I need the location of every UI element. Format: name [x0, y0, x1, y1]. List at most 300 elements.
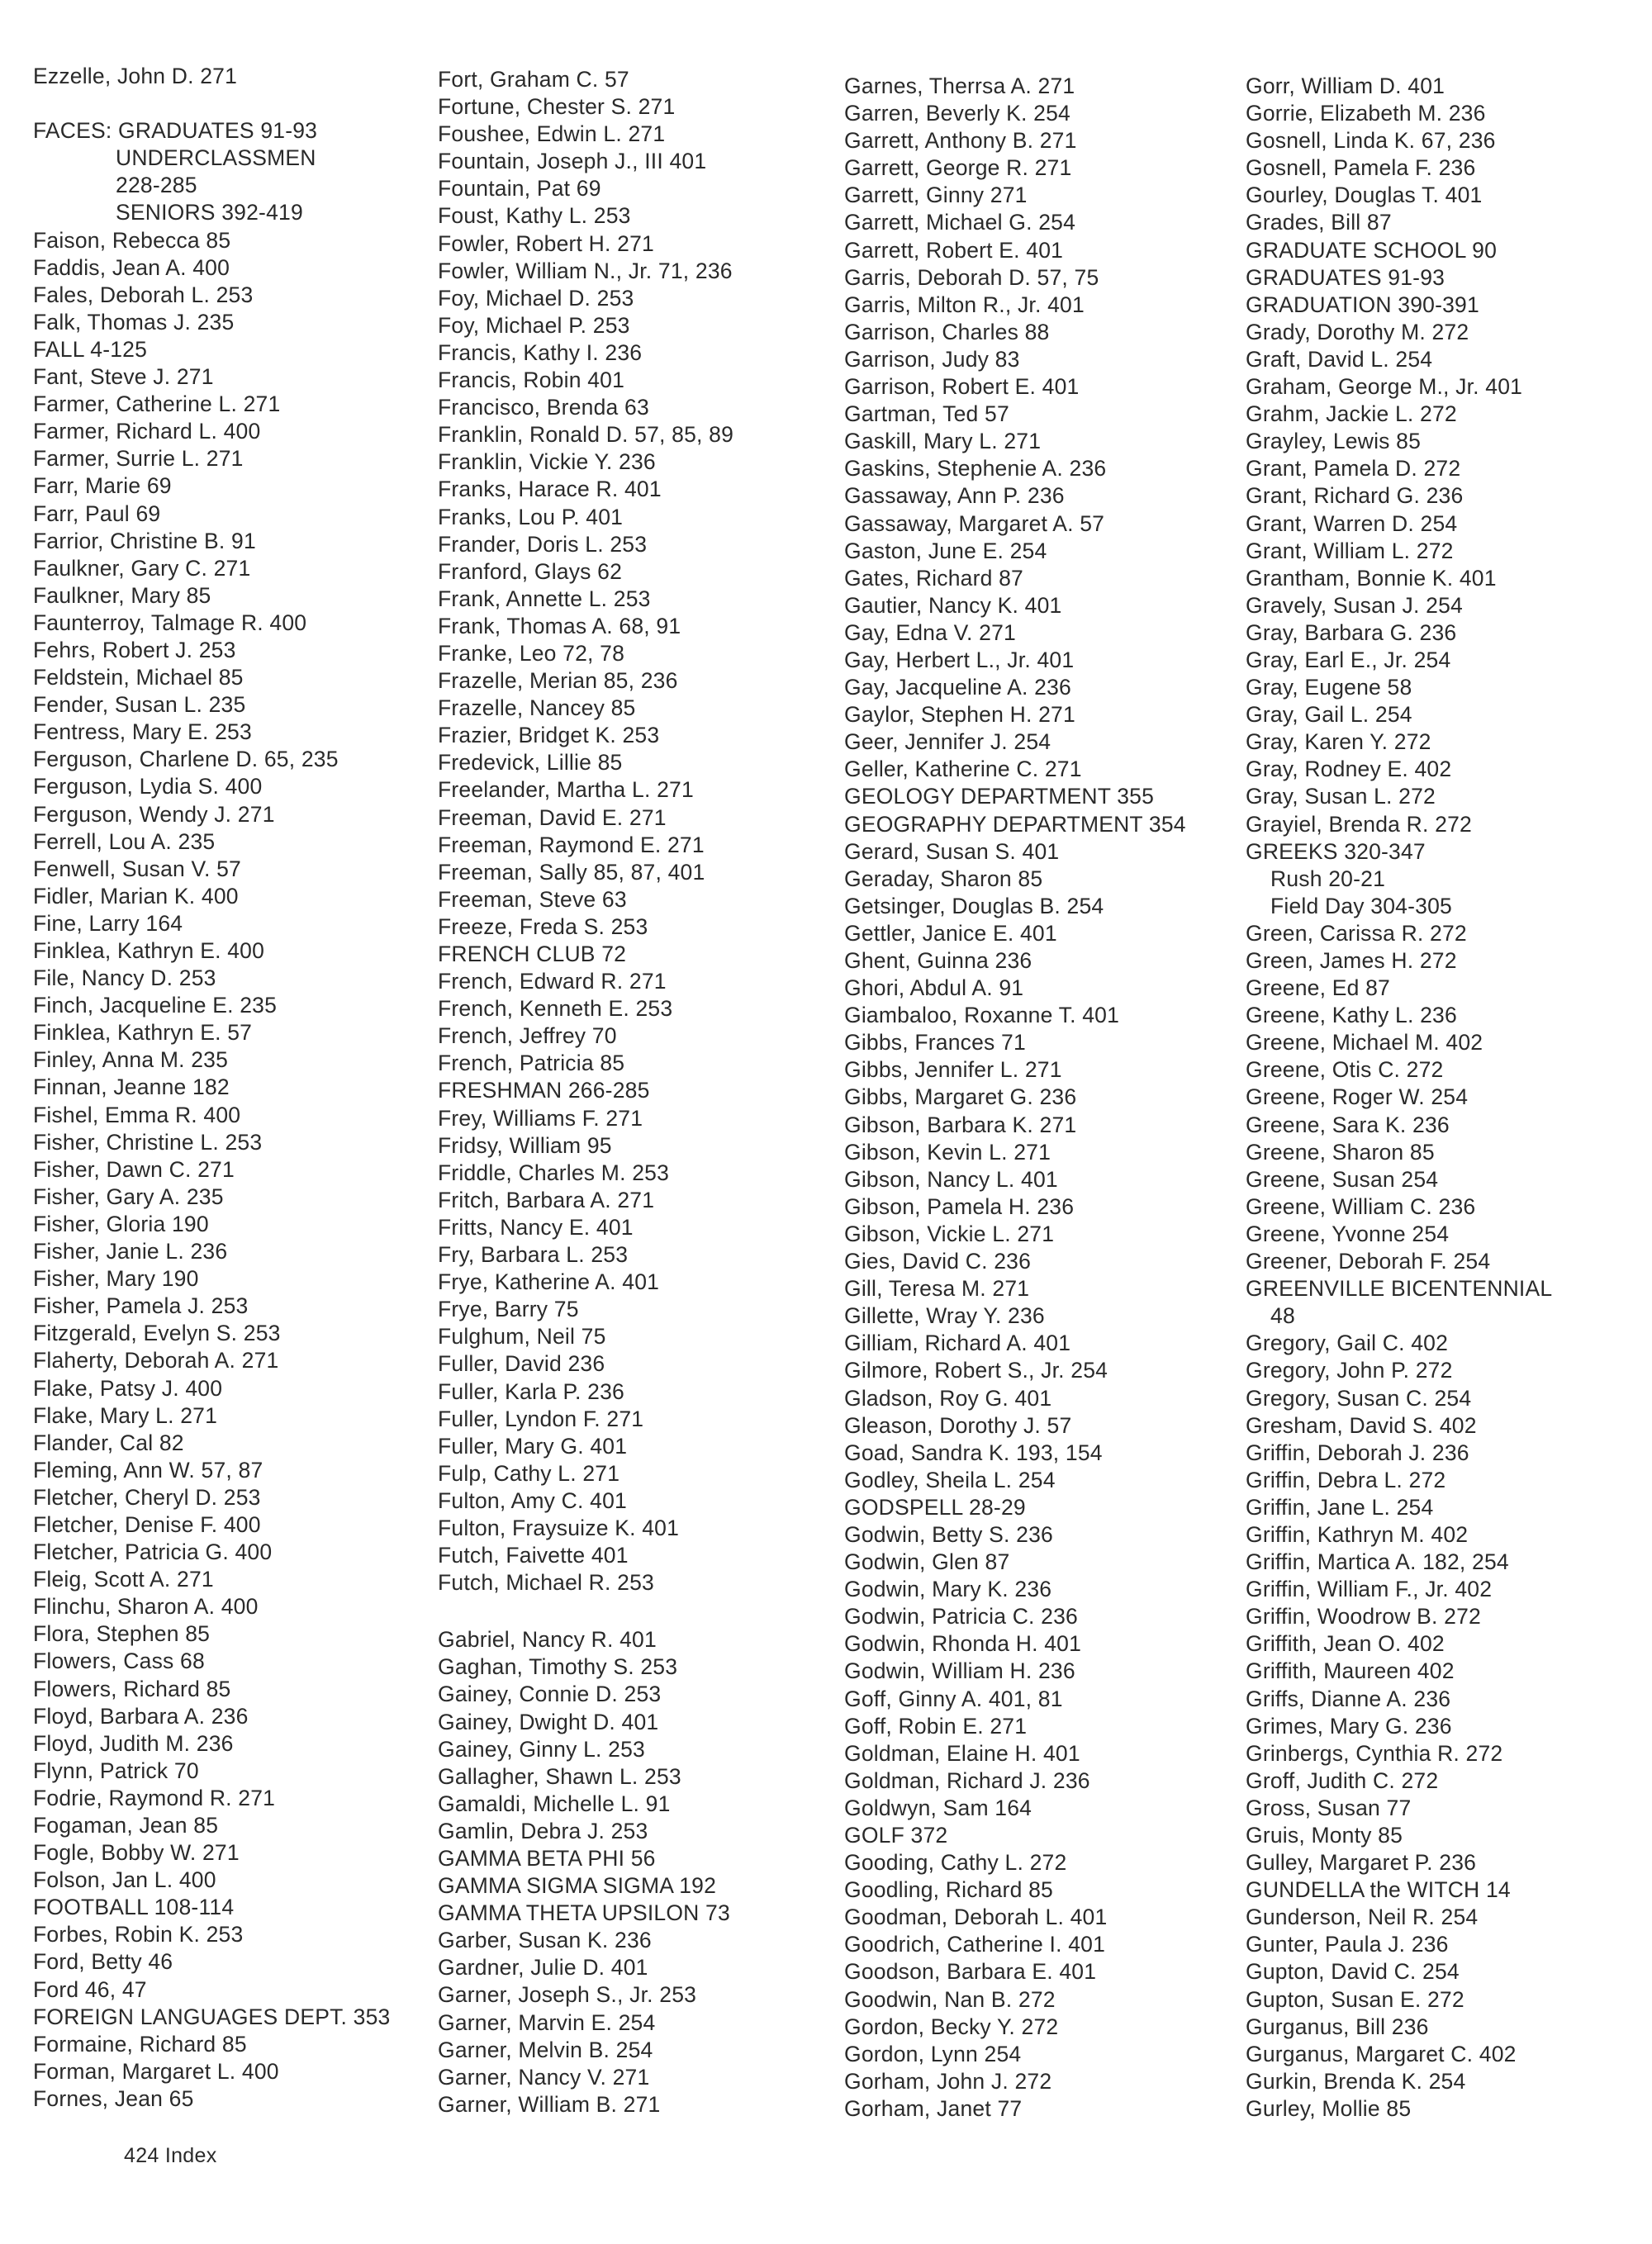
index-entry: Griffs, Dianne A. 236: [1246, 1686, 1451, 1711]
index-entry: Groff, Judith C. 272: [1246, 1767, 1439, 1793]
index-entry: Fletcher, Patricia G. 400: [33, 1539, 273, 1565]
index-entry: Gray, Gail L. 254: [1246, 702, 1412, 728]
index-entry: GRADUATE SCHOOL 90: [1246, 237, 1498, 263]
index-entry: GAMMA SIGMA SIGMA 192: [438, 1873, 717, 1899]
index-entry: Fisher, Gary A. 235: [33, 1184, 224, 1209]
index-entry: Grady, Dorothy M. 272: [1246, 319, 1469, 344]
index-entry: Forman, Margaret L. 400: [33, 2058, 279, 2084]
index-entry: Gladson, Roy G. 401: [844, 1385, 1052, 1411]
index-entry: Francisco, Brenda 63: [438, 395, 649, 420]
index-entry: Fuller, Lyndon F. 271: [438, 1406, 644, 1431]
index-entry: Fales, Deborah L. 253: [33, 282, 254, 307]
index-entry: Garris, Milton R., Jr. 401: [844, 292, 1085, 317]
index-entry: Gibson, Barbara K. 271: [844, 1112, 1077, 1137]
index-entry: Farmer, Surrie L. 271: [33, 446, 244, 472]
index-entry: Fridsy, William 95: [438, 1132, 612, 1158]
index-entry: Godwin, Mary K. 236: [844, 1577, 1052, 1602]
index-entry: GAMMA THETA UPSILON 73: [438, 1900, 730, 1926]
index-entry: Garner, Marvin E. 254: [438, 2009, 656, 2035]
index-entry: Graft, David L. 254: [1246, 346, 1433, 372]
index-entry: Grant, William L. 272: [1246, 538, 1454, 563]
index-entry: Finley, Anna M. 235: [33, 1047, 229, 1073]
index-entry: Gregory, Gail C. 402: [1246, 1331, 1449, 1356]
index-entry: Fisher, Pamela J. 253: [33, 1293, 249, 1319]
index-entry: Goodling, Richard 85: [844, 1877, 1053, 1903]
index-entry: Fowler, William N., Jr. 71, 236: [438, 258, 733, 283]
index-entry: File, Nancy D. 253: [33, 965, 216, 991]
index-entry: Grayley, Lewis 85: [1246, 429, 1422, 454]
index-entry: Gibson, Vickie L. 271: [844, 1221, 1055, 1246]
index-entry: Grayiel, Brenda R. 272: [1246, 811, 1472, 837]
index-entry: Garber, Susan K. 236: [438, 1928, 652, 1953]
index-entry: Godley, Sheila L. 254: [844, 1467, 1056, 1492]
index-entry: Greener, Deborah F. 254: [1246, 1249, 1491, 1274]
index-entry: Fisher, Mary 190: [33, 1266, 199, 1292]
index-entry: Grahm, Jackie L. 272: [1246, 401, 1457, 427]
index-entry: Gorr, William D. 401: [1246, 74, 1446, 98]
index-entry: Fisher, Christine L. 253: [33, 1129, 263, 1155]
index-entry: Gurganus, Bill 236: [1246, 2014, 1429, 2039]
index-entry: Gray, Barbara G. 236: [1246, 619, 1457, 645]
index-entry: Gassaway, Margaret A. 57: [844, 510, 1105, 536]
index-entry: Garrett, Ginny 271: [844, 183, 1028, 208]
index-entry: Goodman, Deborah L. 401: [844, 1905, 1108, 1930]
index-entry: French, Edward R. 271: [438, 969, 667, 994]
index-entry: Farr, Marie 69: [33, 473, 172, 499]
index-entry: Gaylor, Stephen H. 271: [844, 702, 1075, 728]
index-entry: Getsinger, Douglas B. 254: [844, 893, 1104, 918]
index-entry: Fulton, Amy C. 401: [438, 1487, 627, 1513]
index-entry: Flowers, Richard 85: [33, 1676, 231, 1701]
index-entry: Gamlin, Debra J. 253: [438, 1818, 648, 1843]
index-entry: Griffin, Woodrow B. 272: [1246, 1604, 1481, 1630]
index-entry: 228-285: [116, 173, 197, 198]
index-entry: Godwin, Glen 87: [844, 1549, 1010, 1575]
index-entry: Griffin, Debra L. 272: [1246, 1467, 1446, 1492]
index-entry: French, Jeffrey 70: [438, 1023, 617, 1049]
index-entry: Gross, Susan 77: [1246, 1795, 1412, 1820]
index-entry: Freeman, Raymond E. 271: [438, 832, 705, 857]
index-entry: Faulkner, Gary C. 271: [33, 555, 251, 581]
index-entry: Gibson, Pamela H. 236: [844, 1193, 1075, 1219]
index-entry: Ferrell, Lou A. 235: [33, 828, 216, 854]
index-entry: Garrett, George R. 271: [844, 155, 1072, 181]
index-entry: Fountain, Pat 69: [438, 176, 601, 202]
index-entry: Garner, William B. 271: [438, 2091, 661, 2117]
index-entry: Fulp, Cathy L. 271: [438, 1460, 620, 1486]
index-entry: Frank, Thomas A. 68, 91: [438, 613, 681, 638]
index-entry: Gibbs, Jennifer L. 271: [844, 1057, 1062, 1083]
index-entry: Franks, Lou P. 401: [438, 504, 624, 529]
index-entry: Green, James H. 272: [1246, 948, 1457, 973]
index-entry: Fletcher, Denise F. 400: [33, 1511, 261, 1537]
index-entry: Forbes, Robin K. 253: [33, 1922, 244, 1947]
index-entry: Frander, Doris L. 253: [438, 531, 648, 557]
index-entry: Gray, Karen Y. 272: [1246, 729, 1431, 755]
index-entry: Goad, Sandra K. 193, 154: [844, 1440, 1103, 1465]
index-entry: Fogle, Bobby W. 271: [33, 1840, 240, 1866]
index-entry: Flake, Mary L. 271: [33, 1402, 218, 1428]
index-entry: Greene, Kathy L. 236: [1246, 1003, 1457, 1028]
index-entry: Gainey, Dwight D. 401: [438, 1709, 659, 1734]
index-entry: Ferguson, Lydia S. 400: [33, 774, 263, 799]
index-entry: Gallagher, Shawn L. 253: [438, 1763, 681, 1789]
index-entry: Fletcher, Cheryl D. 253: [33, 1484, 261, 1510]
index-entry: Formaine, Richard 85: [33, 2031, 247, 2057]
index-entry: Godwin, William H. 236: [844, 1658, 1075, 1684]
index-entry: Griffin, Jane L. 254: [1246, 1494, 1434, 1520]
index-entry: Gurganus, Margaret C. 402: [1246, 2041, 1517, 2066]
index-entry: Flake, Patsy J. 400: [33, 1375, 223, 1401]
index-entry: Gosnell, Linda K. 67, 236: [1246, 128, 1496, 154]
index-entry: Gerard, Susan S. 401: [844, 838, 1060, 864]
index-entry: Fleming, Ann W. 57, 87: [33, 1457, 263, 1483]
index-entry: Franklin, Ronald D. 57, 85, 89: [438, 422, 734, 448]
index-entry: Gettler, Janice E. 401: [844, 920, 1057, 946]
index-entry: Fine, Larry 164: [33, 910, 183, 936]
index-entry: Ford, Betty 46: [33, 1949, 173, 1975]
index-entry: Garrett, Michael G. 254: [844, 210, 1076, 235]
index-entry: Fisher, Janie L. 236: [33, 1239, 228, 1264]
index-entry: Gaskill, Mary L. 271: [844, 429, 1042, 454]
index-entry: FOREIGN LANGUAGES DEPT. 353: [33, 2004, 391, 2029]
index-entry: Gordon, Lynn 254: [844, 2041, 1022, 2066]
index-entry: Gray, Rodney E. 402: [1246, 757, 1452, 782]
index-entry: Gaskins, Stephenie A. 236: [844, 456, 1107, 482]
index-entry: Fitzgerald, Evelyn S. 253: [33, 1321, 281, 1346]
index-entry: Gupton, David C. 254: [1246, 1959, 1460, 1985]
index-entry: 48: [1270, 1303, 1295, 1329]
index-entry: Fountain, Joseph J., III 401: [438, 149, 707, 174]
index-entry: Gay, Edna V. 271: [844, 619, 1016, 645]
index-entry: Ferguson, Wendy J. 271: [33, 801, 275, 827]
index-entry: Garner, Joseph S., Jr. 253: [438, 1982, 697, 2008]
index-entry: Faulkner, Mary 85: [33, 582, 211, 608]
index-entry: Gay, Jacqueline A. 236: [844, 675, 1071, 700]
index-entry: Rush 20-21: [1270, 866, 1386, 891]
index-entry: Gates, Richard 87: [844, 565, 1023, 591]
index-entry: Fisher, Gloria 190: [33, 1211, 209, 1236]
index-entry: Fowler, Robert H. 271: [438, 230, 654, 256]
index-entry: Garrett, Anthony B. 271: [844, 128, 1077, 154]
index-entry: Frank, Annette L. 253: [438, 586, 651, 611]
index-entry: Faison, Rebecca 85: [33, 227, 231, 253]
index-entry: Goff, Ginny A. 401, 81: [844, 1686, 1063, 1711]
index-entry: Garren, Beverly K. 254: [844, 101, 1070, 126]
index-entry: Garner, Nancy V. 271: [438, 2064, 650, 2090]
index-entry: Gilliam, Richard A. 401: [844, 1331, 1071, 1356]
index-entry: Fehrs, Robert J. 253: [33, 637, 236, 662]
index-entry: Flaherty, Deborah A. 271: [33, 1348, 279, 1373]
index-entry: Gainey, Connie D. 253: [438, 1682, 662, 1707]
index-entry: Gill, Teresa M. 271: [844, 1276, 1030, 1302]
index-entry: Garris, Deborah D. 57, 75: [844, 264, 1099, 290]
index-entry: Fritts, Nancy E. 401: [438, 1214, 634, 1240]
index-entry: Greene, Susan 254: [1246, 1166, 1439, 1192]
index-entry: Fry, Barbara L. 253: [438, 1242, 629, 1268]
index-entry: Griffin, Deborah J. 236: [1246, 1440, 1469, 1465]
index-entry: Frye, Barry 75: [438, 1297, 579, 1322]
index-entry: Francis, Kathy I. 236: [438, 339, 643, 365]
index-entry: Fuller, David 236: [438, 1351, 605, 1377]
index-entry: Geraday, Sharon 85: [844, 866, 1043, 891]
index-entry: Geller, Katherine C. 271: [844, 757, 1082, 782]
index-entry: Gray, Eugene 58: [1246, 675, 1412, 700]
index-entry: Grades, Bill 87: [1246, 210, 1392, 235]
index-entry: Fort, Graham C. 57: [438, 67, 629, 92]
index-entry: Field Day 304-305: [1270, 893, 1452, 918]
index-entry: Gray, Susan L. 272: [1246, 784, 1436, 809]
index-entry: Gurley, Mollie 85: [1246, 2095, 1412, 2121]
index-entry: Greene, Ed 87: [1246, 975, 1390, 1001]
index-entry: Frazier, Bridget K. 253: [438, 723, 660, 748]
index-entry: Gorrie, Elizabeth M. 236: [1246, 101, 1486, 126]
index-entry: Gilmore, Robert S., Jr. 254: [844, 1358, 1108, 1383]
index-column-4: [1246, 73, 1650, 2123]
index-entry: Faddis, Jean A. 400: [33, 254, 230, 280]
index-entry: Foust, Kathy L. 253: [438, 203, 631, 229]
index-entry: Friddle, Charles M. 253: [438, 1160, 670, 1185]
index-entry: Gibson, Kevin L. 271: [844, 1139, 1051, 1165]
index-entry: FRESHMAN 266-285: [438, 1078, 650, 1103]
index-entry: Grant, Warren D. 254: [1246, 510, 1458, 536]
index-entry: Griffin, William F., Jr. 402: [1246, 1577, 1493, 1602]
index-entry: Frazelle, Merian 85, 236: [438, 668, 678, 694]
index-entry: Gunderson, Neil R. 254: [1246, 1905, 1479, 1930]
index-entry: Farmer, Catherine L. 271: [33, 391, 281, 417]
index-entry: Fritch, Barbara A. 271: [438, 1187, 655, 1212]
index-entry: Goldwyn, Sam 164: [844, 1795, 1032, 1820]
index-entry: Faunterroy, Talmage R. 400: [33, 610, 307, 635]
index-entry: Gruis, Monty 85: [1246, 1823, 1403, 1848]
index-entry: Fenwell, Susan V. 57: [33, 856, 241, 881]
index-entry: Fuller, Karla P. 236: [438, 1378, 624, 1404]
index-entry: Fisher, Dawn C. 271: [33, 1156, 235, 1182]
index-entry: Gordon, Becky Y. 272: [844, 2014, 1059, 2039]
index-entry: Franke, Leo 72, 78: [438, 640, 625, 666]
index-entry: Flora, Stephen 85: [33, 1621, 211, 1647]
index-entry: Frye, Katherine A. 401: [438, 1269, 660, 1295]
index-entry: Garrison, Judy 83: [844, 346, 1020, 372]
index-entry: GRADUATES 91-93: [1246, 264, 1446, 290]
index-entry: Folson, Jan L. 400: [33, 1867, 216, 1893]
index-entry: Ghent, Guinna 236: [844, 948, 1032, 973]
index-entry: Finnan, Jeanne 182: [33, 1075, 230, 1100]
index-entry: Garnes, Therrsa A. 271: [844, 74, 1075, 98]
index-entry: Ezzelle, John D. 271: [33, 64, 238, 88]
index-entry: Griffith, Jean O. 402: [1246, 1631, 1445, 1657]
index-entry: Griffin, Kathryn M. 402: [1246, 1521, 1469, 1547]
index-entry: Fender, Susan L. 235: [33, 692, 246, 718]
index-entry: Grantham, Bonnie K. 401: [1246, 565, 1497, 591]
index-entry: Foushee, Edwin L. 271: [438, 121, 666, 147]
index-entry: Green, Carissa R. 272: [1246, 920, 1467, 946]
index-entry: Falk, Thomas J. 235: [33, 309, 235, 334]
index-entry: Gupton, Susan E. 272: [1246, 1986, 1464, 2012]
index-entry: Franford, Glays 62: [438, 558, 623, 584]
index-entry: Foy, Michael P. 253: [438, 312, 630, 338]
index-entry: Floyd, Barbara A. 236: [33, 1703, 249, 1729]
index-entry: GOLF 372: [844, 1823, 948, 1848]
index-entry: Geer, Jennifer J. 254: [844, 729, 1051, 755]
index-entry: Gosnell, Pamela F. 236: [1246, 155, 1476, 181]
index-column-3: [844, 73, 1249, 2123]
index-entry: Gies, David C. 236: [844, 1249, 1032, 1274]
index-entry: Ford 46, 47: [33, 1976, 147, 2002]
index-entry: Gorham, Janet 77: [844, 2095, 1023, 2121]
index-entry: Farr, Paul 69: [33, 501, 161, 526]
index-entry: Graham, George M., Jr. 401: [1246, 374, 1523, 400]
index-entry: Goodrich, Catherine I. 401: [844, 1932, 1106, 1957]
index-entry: Griffith, Maureen 402: [1246, 1658, 1455, 1684]
index-entry: UNDERCLASSMEN: [116, 145, 316, 171]
index-entry: GEOLOGY DEPARTMENT 355: [844, 784, 1155, 809]
index-entry: Gillette, Wray Y. 236: [844, 1303, 1045, 1329]
index-entry: French, Kenneth E. 253: [438, 996, 673, 1022]
index-entry: Fishel, Emma R. 400: [33, 1102, 241, 1127]
index-entry: Greene, William C. 236: [1246, 1193, 1476, 1219]
index-entry: Gresham, David S. 402: [1246, 1412, 1477, 1438]
index-entry: Gibbs, Frances 71: [844, 1030, 1026, 1056]
index-entry: FOOTBALL 108-114: [33, 1895, 235, 1920]
index-entry: Farrior, Christine B. 91: [33, 528, 256, 553]
index-entry: Flowers, Cass 68: [33, 1649, 205, 1674]
index-entry: Fortune, Chester S. 271: [438, 94, 676, 120]
index-entry: Garrison, Charles 88: [844, 319, 1050, 344]
index-entry: Fleig, Scott A. 271: [33, 1567, 214, 1592]
index-entry: Finklea, Kathryn E. 400: [33, 938, 265, 963]
index-entry: Garrison, Robert E. 401: [844, 374, 1080, 400]
index-entry: Fant, Steve J. 271: [33, 364, 214, 390]
index-entry: Finch, Jacqueline E. 235: [33, 993, 278, 1018]
index-entry: Gaston, June E. 254: [844, 538, 1047, 563]
index-entry: Goldman, Richard J. 236: [844, 1767, 1090, 1793]
index-entry: Greene, Sharon 85: [1246, 1139, 1435, 1165]
index-entry: Godwin, Rhonda H. 401: [844, 1631, 1082, 1657]
index-entry: GAMMA BETA PHI 56: [438, 1846, 656, 1871]
index-entry: Greene, Yvonne 254: [1246, 1221, 1450, 1246]
index-entry: Fodrie, Raymond R. 271: [33, 1785, 276, 1810]
index-entry: Goff, Robin E. 271: [844, 1713, 1028, 1739]
index-entry: GREEKS 320-347: [1246, 838, 1426, 864]
index-entry: Gourley, Douglas T. 401: [1246, 183, 1483, 208]
index-entry: Grinbergs, Cynthia R. 272: [1246, 1740, 1503, 1766]
index-entry: Fulton, Fraysuize K. 401: [438, 1515, 680, 1540]
page-footer: 424 Index: [124, 2144, 217, 2167]
index-entry: Gurkin, Brenda K. 254: [1246, 2068, 1466, 2094]
index-entry: Frey, Williams F. 271: [438, 1105, 643, 1131]
index-entry: Freeman, Sally 85, 87, 401: [438, 859, 705, 885]
index-column-2: [438, 66, 843, 2118]
index-entry: Frazelle, Nancey 85: [438, 695, 636, 721]
index-entry: Greene, Roger W. 254: [1246, 1084, 1469, 1110]
index-entry: Ghori, Abdul A. 91: [844, 975, 1024, 1001]
index-entry: Fulghum, Neil 75: [438, 1324, 606, 1350]
index-entry: GUNDELLA the WITCH 14: [1246, 1877, 1511, 1903]
index-entry: Futch, Faivette 401: [438, 1543, 629, 1568]
index-entry: Franks, Harace R. 401: [438, 477, 662, 502]
index-entry: Fidler, Marian K. 400: [33, 883, 239, 909]
index-entry: Greene, Michael M. 402: [1246, 1030, 1483, 1056]
index-column-1: [33, 63, 438, 2113]
index-entry: Ferguson, Charlene D. 65, 235: [33, 747, 339, 772]
index-entry: Gardner, Julie D. 401: [438, 1955, 648, 1981]
index-entry: Fentress, Mary E. 253: [33, 719, 252, 745]
index-entry: Gulley, Margaret P. 236: [1246, 1850, 1477, 1876]
index-entry: Gray, Earl E., Jr. 254: [1246, 647, 1451, 672]
index-entry: Garner, Melvin B. 254: [438, 2037, 653, 2062]
index-entry: GEOGRAPHY DEPARTMENT 354: [844, 811, 1186, 837]
index-entry: Gregory, John P. 272: [1246, 1358, 1453, 1383]
index-entry: Gamaldi, Michelle L. 91: [438, 1791, 671, 1816]
index-entry: Giambaloo, Roxanne T. 401: [844, 1003, 1120, 1028]
index-entry: Gravely, Susan J. 254: [1246, 592, 1463, 618]
index-entry: Freeman, Steve 63: [438, 886, 627, 912]
index-entry: FALL 4-125: [33, 336, 148, 362]
index-entry: Gaghan, Timothy S. 253: [438, 1654, 678, 1680]
index-entry: Gleason, Dorothy J. 57: [844, 1412, 1072, 1438]
index-entry: SENIORS 392-419: [116, 200, 303, 225]
index-entry: Francis, Robin 401: [438, 368, 625, 393]
index-entry: Grant, Pamela D. 272: [1246, 456, 1461, 482]
index-entry: Gassaway, Ann P. 236: [844, 483, 1065, 509]
index-entry: Feldstein, Michael 85: [33, 665, 244, 690]
index-entry: Godwin, Betty S. 236: [844, 1521, 1053, 1547]
index-entry: GODSPELL 28-29: [844, 1494, 1026, 1520]
index-entry: Gautier, Nancy K. 401: [844, 592, 1062, 618]
index-entry: Floyd, Judith M. 236: [33, 1730, 234, 1756]
index-entry: Goldman, Elaine H. 401: [844, 1740, 1080, 1766]
index-entry: Gibbs, Margaret G. 236: [844, 1084, 1077, 1110]
index-entry: FACES: GRADUATES 91-93: [33, 118, 318, 144]
index-entry: Gregory, Susan C. 254: [1246, 1385, 1472, 1411]
index-entry: Gay, Herbert L., Jr. 401: [844, 647, 1075, 672]
index-entry: Gibson, Nancy L. 401: [844, 1166, 1058, 1192]
index-entry: Garrett, Robert E. 401: [844, 237, 1064, 263]
index-entry: Farmer, Richard L. 400: [33, 419, 261, 444]
index-entry: Gooding, Cathy L. 272: [844, 1850, 1067, 1876]
index-entry: Gorham, John J. 272: [844, 2068, 1052, 2094]
index-entry: Flander, Cal 82: [33, 1430, 184, 1455]
index-entry: GRADUATION 390-391: [1246, 292, 1479, 317]
index-entry: Gainey, Ginny L. 253: [438, 1736, 645, 1762]
index-entry: Goodwin, Nan B. 272: [844, 1986, 1056, 2012]
index-entry: FRENCH CLUB 72: [438, 942, 627, 966]
index-entry: Flynn, Patrick 70: [33, 1758, 199, 1783]
index-entry: Fornes, Jean 65: [33, 2085, 194, 2111]
index-entry: Finklea, Kathryn E. 57: [33, 1020, 253, 1046]
index-entry: Fogaman, Jean 85: [33, 1813, 219, 1838]
index-entry: Grant, Richard G. 236: [1246, 483, 1464, 509]
index-entry: Greene, Sara K. 236: [1246, 1112, 1450, 1137]
index-spacer: [33, 90, 438, 117]
index-entry: Freelander, Martha L. 271: [438, 777, 694, 803]
index-entry: Grimes, Mary G. 236: [1246, 1713, 1452, 1739]
index-entry: Griffin, Martica A. 182, 254: [1246, 1549, 1509, 1575]
index-entry: Fuller, Mary G. 401: [438, 1433, 628, 1459]
index-entry: Fredevick, Lillie 85: [438, 750, 623, 776]
index-entry: Futch, Michael R. 253: [438, 1570, 654, 1596]
index-entry: Foy, Michael D. 253: [438, 285, 634, 311]
index-entry: Freeze, Freda S. 253: [438, 913, 648, 939]
index-entry: Franklin, Vickie Y. 236: [438, 449, 656, 475]
index-entry: Flinchu, Sharon A. 400: [33, 1594, 259, 1620]
index-entry: Gabriel, Nancy R. 401: [438, 1627, 657, 1653]
index-entry: Greene, Otis C. 272: [1246, 1057, 1444, 1083]
index-entry: French, Patricia 85: [438, 1051, 625, 1076]
index-entry: Gunter, Paula J. 236: [1246, 1932, 1449, 1957]
index-entry: Gartman, Ted 57: [844, 401, 1009, 427]
